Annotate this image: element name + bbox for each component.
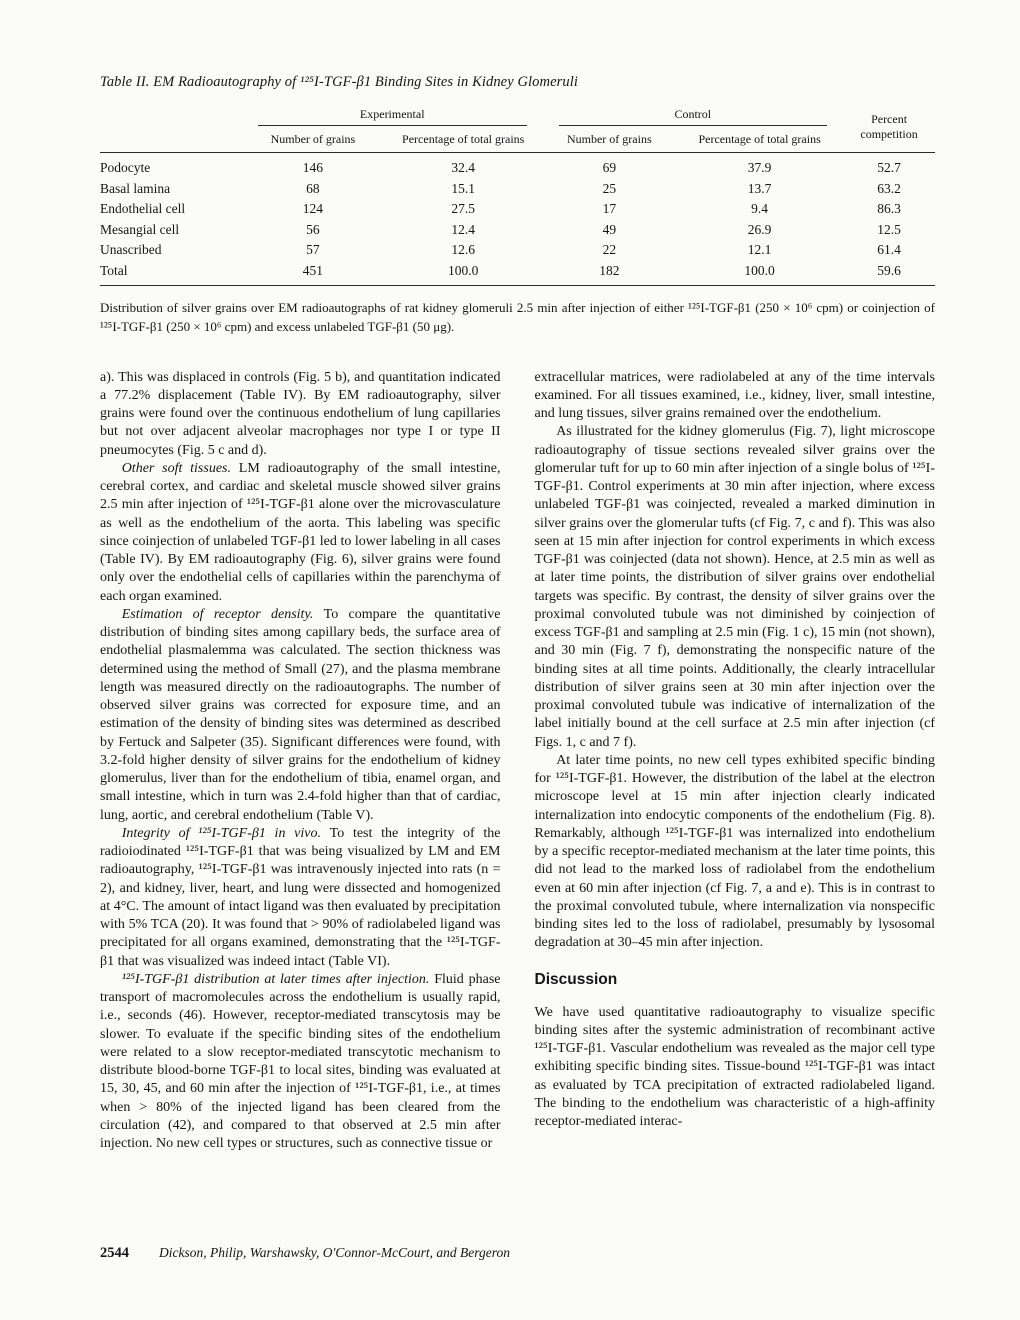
control-group-label: Control bbox=[559, 107, 828, 126]
cell-value: 37.9 bbox=[747, 160, 772, 175]
cell-value: 26.9 bbox=[747, 221, 772, 237]
cell-value: 59.6 bbox=[843, 261, 935, 286]
row-label: Endothelial cell bbox=[100, 201, 186, 216]
right-column bbox=[535, 369, 936, 1253]
paragraph-lead: ¹²⁵I-TGF-β1 distribution at later times after injection. bbox=[121, 971, 435, 987]
table-row bbox=[100, 240, 935, 261]
table-row-total bbox=[100, 261, 935, 286]
cell-value: 49 bbox=[602, 221, 617, 237]
column-header-exp-percentage: Percentage of total grains bbox=[384, 126, 543, 153]
column-header-row bbox=[100, 126, 935, 153]
footer-authors: Dickson, Philip, Warshawsky, O'Connor-McCourt, and Bergeron bbox=[159, 1245, 510, 1260]
cell-value: 27.5 bbox=[451, 201, 475, 216]
cell-value: 451 bbox=[242, 261, 384, 286]
paragraph-text: extracellular matrices, were radiolabeled at any of the time intervals examined. For all tissues examined, i.e., kidney, liver, small intestine, and lung tissues, silver grains remained over the endothelium. bbox=[534, 369, 935, 421]
left-column bbox=[100, 369, 501, 1253]
cell-value: 12.5 bbox=[877, 221, 901, 237]
experimental-group-header bbox=[242, 107, 543, 126]
column-header-ctrl-grains: Number of grains bbox=[543, 126, 677, 153]
cell-value: 100.0 bbox=[676, 261, 843, 286]
cell-value: 12.4 bbox=[451, 221, 475, 237]
page-footer bbox=[100, 1245, 510, 1262]
paragraph bbox=[535, 752, 936, 953]
paragraph-text: LM radioautography of the small intestine, cerebral cortex, and cardiac and skeletal muscle showed silver grains 2.5 min after injection of ¹²⁵I-TGF-β1 alone over the microvasculature as well as the endothelium of the aorta. This labeling was specific since coinjection of unlabeled TGF-β1 led to lower labeling in all cases (Table IV). By EM radioautography (Fig. 6), silver grains were found only over the endothelial cells of capillaries within the parenchyma of each organ examined. bbox=[100, 460, 501, 604]
cell-value: 86.3 bbox=[877, 201, 901, 216]
cell-value: 9.4 bbox=[751, 201, 769, 216]
discussion-heading: Discussion bbox=[534, 970, 618, 988]
experimental-group-label: Experimental bbox=[258, 107, 527, 126]
percent-competition-header: Percent competition bbox=[843, 107, 935, 153]
paragraph bbox=[535, 423, 936, 752]
cell-value: 182 bbox=[543, 261, 677, 286]
paragraph bbox=[100, 825, 501, 971]
row-label: Basal lamina bbox=[100, 180, 171, 196]
binding-sites-table bbox=[100, 107, 935, 286]
paragraph bbox=[100, 460, 501, 606]
cell-value: 56 bbox=[306, 221, 320, 237]
cell-value: 32.4 bbox=[451, 160, 475, 175]
group-header-row bbox=[100, 107, 935, 126]
paragraph-lead: Integrity of ¹²⁵I-TGF-β1 in vivo. bbox=[121, 825, 330, 841]
table-caption: Distribution of silver grains over EM radioautographs of rat kidney glomeruli 2.5 min after injection of either ¹²⁵I-TGF-β1 (250 × 10⁶ cpm) or coinjection of ¹²⁵I-TGF-β1 (250 × 10⁶ cpm) and excess unlabeled TGF-β1 (50 μg). bbox=[100, 299, 935, 334]
paragraph bbox=[535, 369, 936, 424]
cell-value: 68 bbox=[306, 180, 320, 196]
paragraph bbox=[100, 606, 501, 825]
row-label: Mesangial cell bbox=[100, 221, 180, 237]
paragraph-text: At later time points, no new cell types exhibited specific binding for ¹²⁵I-TGF-β1. However, the distribution of the label at the electron microscope level at 15 min after injection clearly indicated internalization into endocytic components of the endothelium (Fig. 8). Remarkably, although ¹²⁵I-TGF-β1 was internalized into endothelium by a specific receptor-mediated mechanism at the later time points, this did not lead to the marked loss of radiolabel from the endothelium even at 60 min after injection (cf Fig. 7, a and e). This is in contrast to the proximal convoluted tubule, where internalization via nonspecific binding sites led to the loss of radiolabel, presumably by lysosomal degradation at 30–45 min after injection. bbox=[534, 752, 935, 951]
cell-value: 52.7 bbox=[877, 160, 901, 175]
paragraph bbox=[100, 971, 501, 1154]
cell-value: 124 bbox=[302, 201, 324, 216]
cell-value: 13.7 bbox=[747, 180, 772, 196]
paragraph-lead: Estimation of receptor density. bbox=[121, 606, 324, 622]
cell-value: 61.4 bbox=[877, 242, 901, 257]
cell-value: 17 bbox=[602, 201, 617, 216]
table-row bbox=[100, 220, 935, 241]
cell-value: 69 bbox=[602, 160, 617, 175]
row-label: Podocyte bbox=[100, 160, 151, 175]
paragraph-lead: Other soft tissues. bbox=[121, 460, 239, 476]
paragraph bbox=[535, 1004, 936, 1132]
column-header-exp-grains: Number of grains bbox=[242, 126, 384, 153]
table-row bbox=[100, 179, 935, 200]
cell-value: 22 bbox=[602, 242, 617, 257]
cell-value: 63.2 bbox=[877, 180, 901, 196]
empty-cell bbox=[100, 107, 242, 126]
paragraph-text: a). This was displaced in controls (Fig. 5 b), and quantitation indicated a 77.2% displacement (Table IV). By EM radioautography, silver grains were found over the continuous endothelium of lung capillaries but not over adjacent alveolar macrophages nor type I or type II pneumocytes (Fig. 5 c and d). bbox=[100, 369, 501, 458]
paragraph-text: As illustrated for the kidney glomerulus (Fig. 7), light microscope radioautography of tissue sections revealed silver grains over the glomerular tuft for up to 60 min after injection of a single bolus of ¹²⁵I-TGF-β1. Control experiments at 30 min after injection, where excess unlabeled TGF-β1 was coinjected, revealed a marked diminution in silver grains over the glomerular tufts (cf Fig. 7, c and f). This was also seen at 15 min after injection for control experiments in which excess TGF-β1 was coinjected (data not shown). Hence, at 2.5 min as well as at later time points, the distribution of silver grains over endothelial targets was specific. By contrast, the density of silver grains over the proximal convoluted tubule was not diminished by coinjection of excess TGF-β1 and sampling at 2.5 min (Fig. 1 c), 15 min (not shown), and 30 min (Fig. 7 f), demonstrating the nonspecific nature of the binding sites at all time points. Additionally, the clearly intracellular distribution of silver grains seen at 30 min after injection over the proximal convoluted tubule was indicative of internalization of the label initially bound at the cell surface at 2.5 min after injection (cf Figs. 1, c and 7 f). bbox=[534, 424, 935, 750]
cell-value: 146 bbox=[302, 160, 324, 175]
table-row bbox=[100, 199, 935, 220]
row-label: Total bbox=[100, 261, 242, 286]
table-title: Table II. EM Radioautography of ¹²⁵I-TGF-β1 Binding Sites in Kidney Glomeruli bbox=[100, 74, 578, 90]
cell-value: 12.1 bbox=[747, 242, 772, 257]
control-group-header bbox=[543, 107, 844, 126]
table-row bbox=[100, 153, 935, 179]
paragraph-text: We have used quantitative radioautography to visualize specific binding sites after the systemic administration of recombinant active ¹²⁵I-TGF-β1. Vascular endothelium was revealed as the major cell type exhibiting specific binding sites. Tissue-bound ¹²⁵I-TGF-β1 was intact as evaluated by TCA precipitation of extracted radiolabeled ligand. The binding to the endothelium was characteristic of a high-affinity receptor-mediated interac- bbox=[534, 1004, 935, 1129]
paragraph bbox=[100, 369, 501, 460]
cell-value: 57 bbox=[306, 242, 320, 257]
column-header-ctrl-percentage: Percentage of total grains bbox=[676, 126, 843, 153]
page-number: 2544 bbox=[100, 1245, 129, 1261]
paragraph-text: Fluid phase transport of macromolecules across the endothelium is usually rapid, i.e., seconds (46). However, receptor-mediated transcytosis may be slower. To evaluate if the specific binding sites of the endothelium were related to a slow receptor-mediated transcytotic mechanism to distribute blood-borne TGF-β1 to local sites, binding was evaluated at 15, 30, 45, and 60 min after the injection of ¹²⁵I-TGF-β1, i.e., at times when > 80% of the injected ligand has been cleared from the circulation (42), and compared to that observed at 2.5 min after injection. No new cell types or structures, such as connective tissue or bbox=[100, 971, 501, 1151]
table-ii-block bbox=[100, 74, 935, 337]
cell-value: 15.1 bbox=[451, 180, 475, 196]
paragraph-text: To compare the quantitative distribution of binding sites among capillary beds, the surface area of endothelial plasmalemma was calculated. The section thickness was determined using the method of Small (27), and the plasma membrane length was measured directly on the radioautographs. The number of observed silver grains was corrected for exposure time, and an estimation of the density of binding sites was determined as described by Fertuck and Salpeter (35). Significant differences were found, with 3.2-fold higher density of silver grains for the endothelium of kidney glomerulus, liver than for the endothelium of tibia, enamel organ, and small intestine, which in turn was 2.4-fold higher than that of cardiac, lung, aortic, and cerebral endothelium (Table V). bbox=[100, 606, 501, 823]
paragraph-text: To test the integrity of the radioiodinated ¹²⁵I-TGF-β1 that was being visualized by LM and EM radioautography, ¹²⁵I-TGF-β1 was intravenously injected into rats (n = 2), and kidney, liver, heart, and lung were dissected and homogenized at 4°C. The amount of intact ligand was then evaluated by precipitation with 5% TCA (20). It was found that > 90% of radiolabeled ligand was precipitated for all organs examined, demonstrating that the ¹²⁵I-TGF-β1 that was visualized was indeed intact (Table VI). bbox=[100, 825, 501, 969]
body-columns bbox=[100, 369, 935, 1253]
cell-value: 12.6 bbox=[451, 242, 475, 257]
empty-cell bbox=[100, 126, 242, 153]
row-label: Unascribed bbox=[100, 242, 162, 257]
cell-value: 100.0 bbox=[384, 261, 543, 286]
cell-value: 25 bbox=[602, 180, 617, 196]
